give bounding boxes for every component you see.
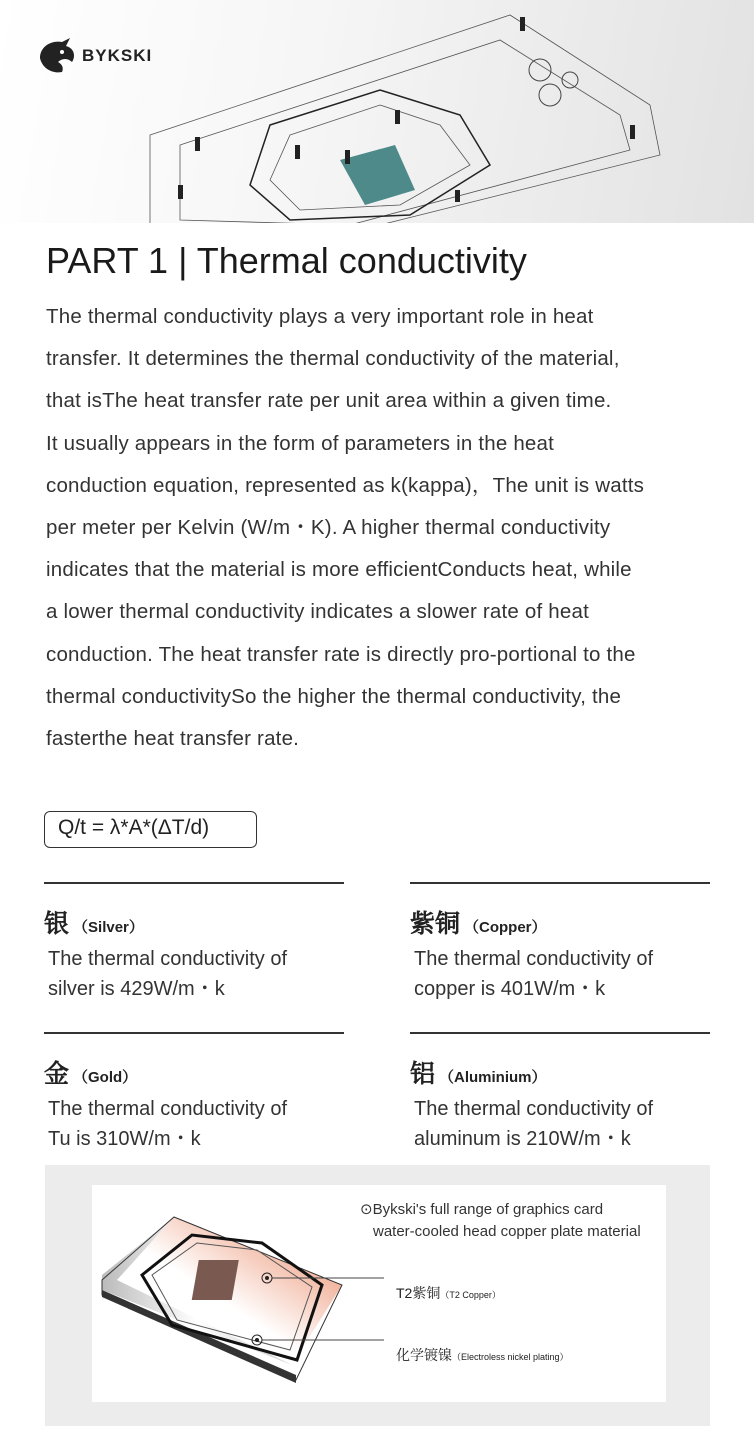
logo-text: BYKSKI bbox=[82, 46, 153, 65]
intro-paragraph bbox=[46, 296, 644, 760]
body-line: conduction equation, represented as k(kappa)，The unit is watts bbox=[46, 473, 645, 497]
material-desc: copper is 401W/m・k bbox=[414, 978, 606, 1000]
bykski-logo bbox=[36, 38, 152, 74]
label-nickel-plating bbox=[396, 1345, 569, 1365]
caption-line: ⊙Bykski's full range of graphics card bbox=[360, 1201, 604, 1218]
label-zh: T2紫铜 bbox=[396, 1285, 441, 1301]
body-line: per meter per Kelvin (W/m・K). A higher thermal conductivity bbox=[46, 516, 611, 540]
label-en: （T2 Copper） bbox=[440, 1290, 501, 1300]
body-line: indicates that the material is more efficientConducts heat, while bbox=[46, 558, 632, 582]
material-card-aluminium bbox=[410, 1032, 710, 1154]
material-en: （Gold） bbox=[73, 1069, 138, 1086]
copper-plate-panel bbox=[45, 1165, 710, 1426]
material-zh: 银 bbox=[44, 910, 70, 938]
body-line: thermal conductivitySo the higher the thermal conductivity, the bbox=[46, 684, 622, 708]
diagram-caption bbox=[360, 1199, 641, 1243]
material-desc: silver is 429W/m・k bbox=[48, 978, 225, 1000]
body-line: transfer. It determines the thermal conductivity of the material, bbox=[46, 347, 620, 371]
body-line: a lower thermal conductivity indicates a slower rate of heat bbox=[46, 600, 589, 624]
material-desc: The thermal conductivity of bbox=[48, 948, 287, 970]
material-card-copper bbox=[410, 882, 710, 1004]
body-line: that isThe heat transfer rate per unit area within a given time. bbox=[46, 389, 612, 413]
material-desc: The thermal conductivity of bbox=[48, 1098, 287, 1120]
body-line: It usually appears in the form of parameters in the heat bbox=[46, 431, 555, 455]
body-line: conduction. The heat transfer rate is directly pro-portional to the bbox=[46, 642, 636, 666]
dragon-icon bbox=[36, 38, 78, 74]
material-card-gold bbox=[44, 1032, 344, 1154]
caption-line: water-cooled head copper plate material bbox=[373, 1223, 641, 1240]
body-line: The thermal conductivity plays a very important role in heat bbox=[46, 305, 594, 328]
material-en: （Silver） bbox=[73, 919, 144, 936]
material-en: （Aluminium） bbox=[439, 1069, 547, 1086]
water-block-illustration bbox=[140, 5, 670, 223]
label-en: （Electroless nickel plating） bbox=[452, 1352, 569, 1362]
formula-box: Q/t = λ*A*(ΔT/d) bbox=[44, 811, 257, 848]
material-zh: 铝 bbox=[410, 1060, 436, 1088]
body-line: fasterthe heat transfer rate. bbox=[46, 727, 300, 751]
material-card-silver bbox=[44, 882, 344, 1004]
material-desc: The thermal conductivity of bbox=[414, 948, 653, 970]
diagram-area bbox=[92, 1185, 666, 1402]
material-desc: Tu is 310W/m・k bbox=[48, 1128, 201, 1150]
label-t2-copper bbox=[396, 1283, 501, 1303]
label-zh: 化学镀镍 bbox=[396, 1347, 452, 1363]
material-zh: 金 bbox=[44, 1060, 70, 1088]
material-desc: The thermal conductivity of bbox=[414, 1098, 653, 1120]
material-desc: aluminum is 210W/m・k bbox=[414, 1128, 631, 1150]
hero-banner bbox=[0, 0, 754, 223]
material-en: （Copper） bbox=[464, 919, 547, 936]
page-title: PART 1 | Thermal conductivity bbox=[46, 240, 527, 281]
material-zh: 紫铜 bbox=[410, 910, 461, 938]
